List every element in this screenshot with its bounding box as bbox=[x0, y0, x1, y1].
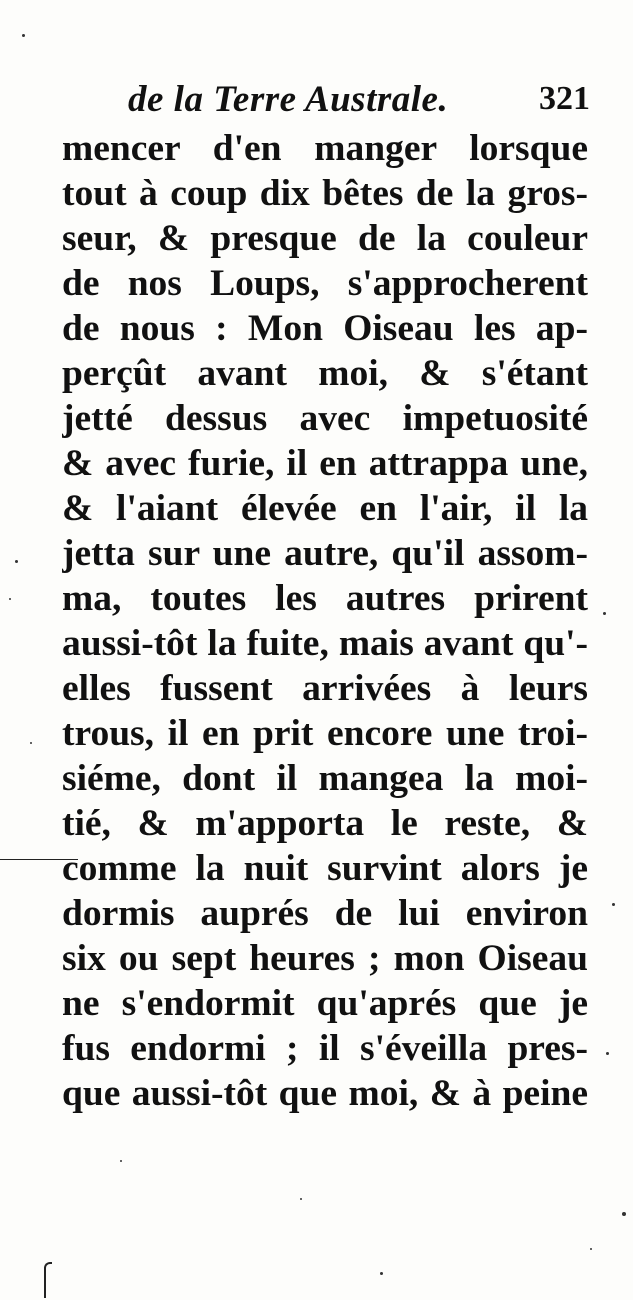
text-line: trous, il en prit encore une troi- bbox=[62, 713, 588, 754]
text-line: ne s'endormit qu'aprés que je bbox=[62, 983, 588, 1024]
text-line: comme la nuit survint alors je bbox=[62, 848, 588, 889]
scan-speck bbox=[120, 1160, 122, 1162]
text-line: fus endormi ; il s'éveilla pres- bbox=[62, 1028, 588, 1069]
text-line: ma, toutes les autres prirent bbox=[62, 578, 588, 619]
scan-speck bbox=[300, 1198, 302, 1200]
text-line: aussi-tôt la fuite, mais avant qu'- bbox=[62, 623, 588, 664]
text-line: tout à coup dix bêtes de la gros- bbox=[62, 173, 588, 214]
margin-bracket-mark bbox=[44, 1262, 52, 1298]
text-line: siéme, dont il mangea la moi- bbox=[62, 758, 588, 799]
text-line: tié, & m'apporta le reste, & bbox=[62, 803, 588, 844]
text-line: de nos Loups, s'approcherent bbox=[62, 263, 588, 304]
text-line: perçût avant moi, & s'étant bbox=[62, 353, 588, 394]
scan-speck bbox=[22, 34, 25, 37]
text-line: dormis auprés de lui environ bbox=[62, 893, 588, 934]
text-line: six ou sept heures ; mon Oiseau bbox=[62, 938, 588, 979]
text-line: & l'aiant élevée en l'air, il la bbox=[62, 488, 588, 529]
page-number: 321 bbox=[539, 80, 590, 117]
scan-speck bbox=[603, 612, 606, 615]
running-title: de la Terre Australe. bbox=[128, 79, 449, 120]
scan-speck bbox=[15, 560, 18, 563]
text-line: jetté dessus avec impetuosité bbox=[62, 398, 588, 439]
scan-speck bbox=[590, 1248, 592, 1250]
scan-speck bbox=[612, 903, 615, 906]
body-text bbox=[62, 126, 588, 1116]
text-line: que aussi-tôt que moi, & à peine bbox=[62, 1073, 588, 1114]
text-line: seur, & presque de la couleur bbox=[62, 218, 588, 259]
scan-speck bbox=[9, 598, 11, 600]
page-header bbox=[128, 78, 590, 124]
text-line: mencer d'en manger lorsque bbox=[62, 128, 588, 169]
scan-speck bbox=[380, 1272, 383, 1275]
text-line: jetta sur une autre, qu'il assom- bbox=[62, 533, 588, 574]
scan-speck bbox=[622, 1212, 626, 1216]
text-line: elles fussent arrivées à leurs bbox=[62, 668, 588, 709]
scan-speck bbox=[606, 1052, 609, 1055]
scan-speck bbox=[30, 742, 32, 744]
text-line: de nous : Mon Oiseau les ap- bbox=[62, 308, 588, 349]
text-line: & avec furie, il en attrappa une, bbox=[62, 443, 588, 484]
